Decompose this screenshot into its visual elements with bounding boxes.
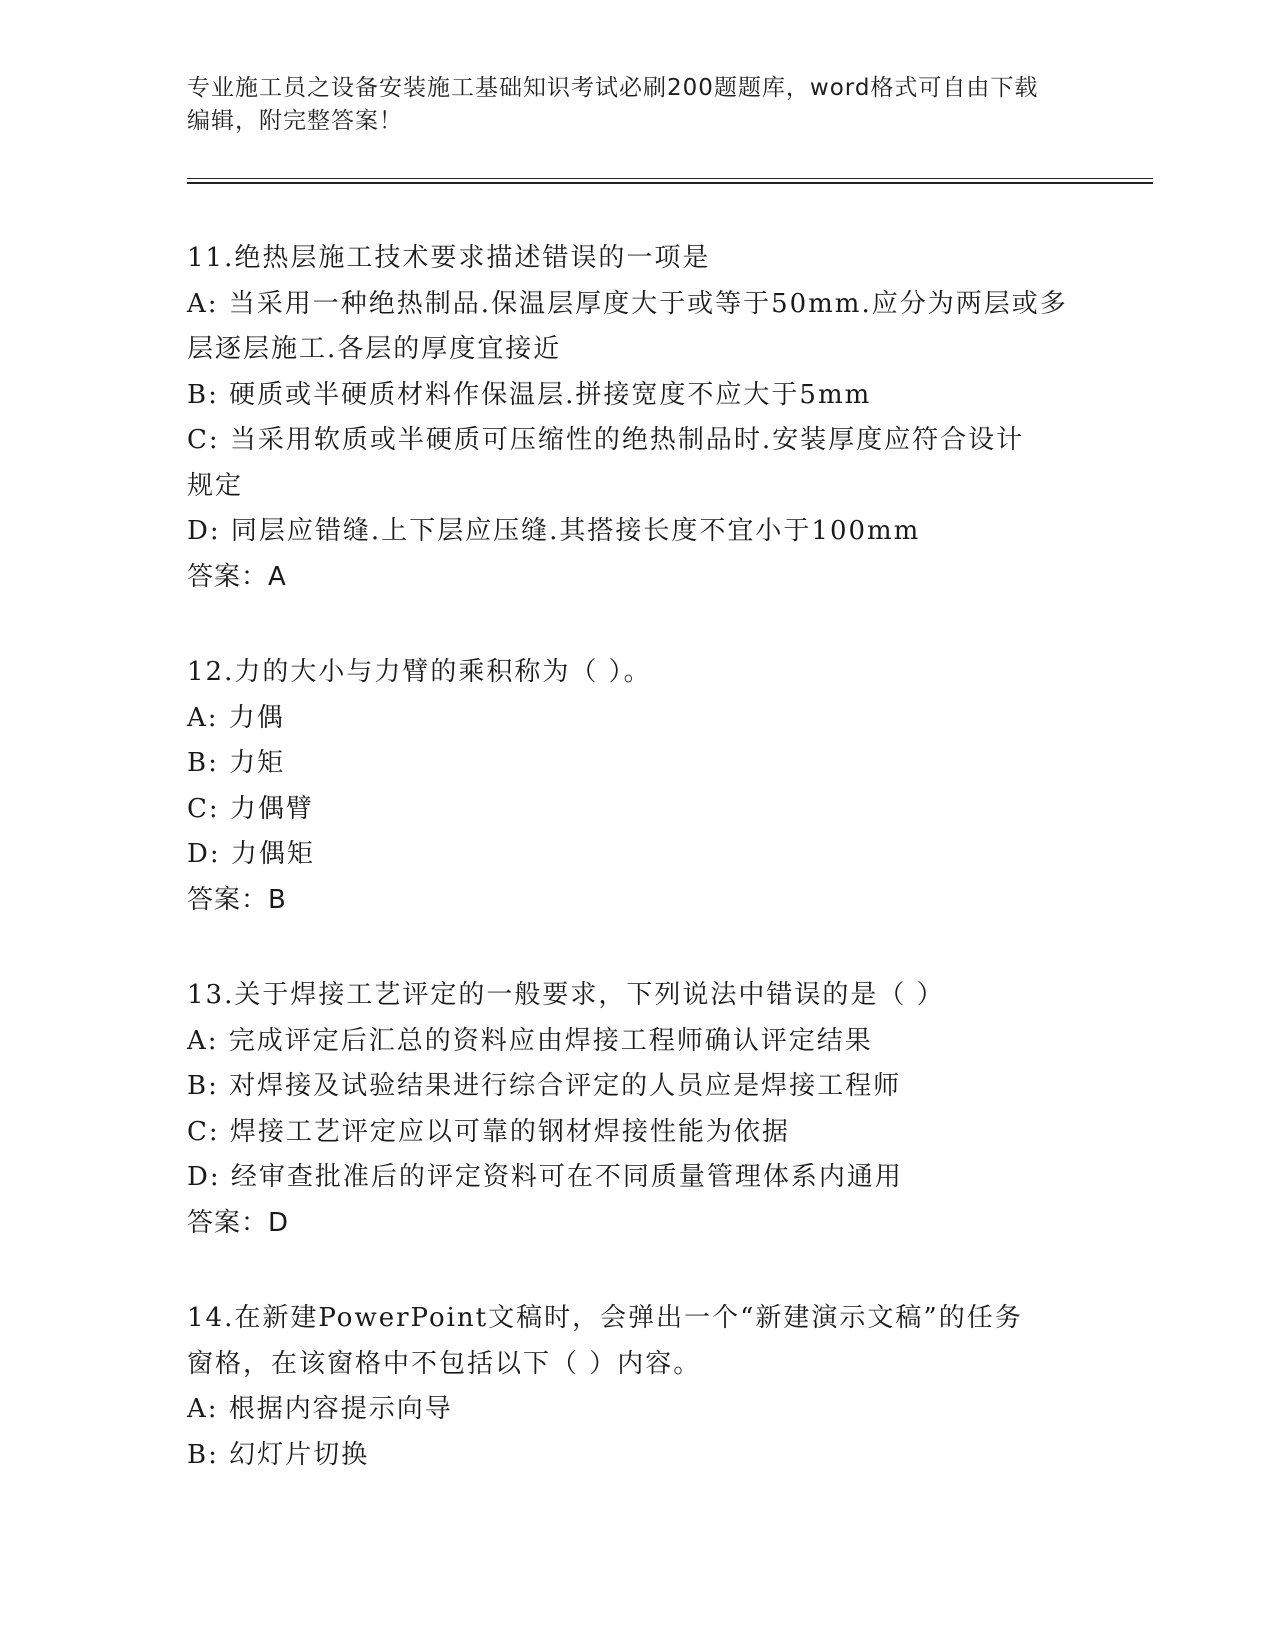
question-stem-line: 窗格，在该窗格中不包括以下（ ）内容。	[187, 1348, 702, 1379]
option-c: C: 焊接工艺评定应以可靠的钢材焊接性能为依据	[187, 1116, 790, 1147]
option-a: A: 完成评定后汇总的资料应由焊接工程师确认评定结果	[187, 1025, 873, 1056]
question-stem-line: 11.绝热层施工技术要求描述错误的一项是	[187, 243, 711, 273]
question-3	[187, 973, 1087, 1246]
question-4	[187, 1296, 1087, 1478]
answer-label: 答案：D	[187, 1207, 290, 1238]
answer-label: 答案：A	[187, 561, 287, 592]
option-a: A: 根据内容提示向导	[187, 1394, 453, 1424]
header-title-line-2: 编辑，附完整答案！	[187, 108, 403, 134]
document-header	[187, 72, 1087, 138]
option-b: B: 对焊接及试验结果进行综合评定的人员应是焊接工程师	[187, 1071, 902, 1101]
question-1	[187, 236, 1087, 600]
question-list	[187, 236, 1087, 1528]
option-d: D: 经审查批准后的评定资料可在不同质量管理体系内通用	[187, 1162, 903, 1192]
header-divider-top	[187, 178, 1153, 179]
option-b: B: 力矩	[187, 748, 286, 778]
question-stem-line: 13.关于焊接工艺评定的一般要求，下列说法中错误的是（ ）	[187, 980, 945, 1010]
option-b: B: 幻灯片切换	[187, 1439, 370, 1470]
option-a: A: 当采用一种绝热制品.保温层厚度大于或等于50mm.应分为两层或多	[187, 288, 1068, 319]
question-2	[187, 650, 1087, 923]
header-title-line-1: 专业施工员之设备安装施工基础知识考试必刷200题题库，word格式可自由下载	[187, 75, 1039, 101]
option-b: B: 硬质或半硬质材料作保温层.拼接宽度不应大于5mm	[187, 379, 872, 410]
option-c-continued: 规定	[187, 470, 244, 501]
question-stem-line: 12.力的大小与力臂的乘积称为（ ）。	[187, 657, 652, 687]
header-divider-bottom	[187, 182, 1153, 184]
option-d: D: 力偶矩	[187, 839, 315, 869]
question-stem-line: 14.在新建PowerPoint文稿时，会弹出一个“新建演示文稿”的任务	[187, 1303, 1023, 1333]
option-c: C: 当采用软质或半硬质可压缩性的绝热制品时.安装厚度应符合设计	[187, 425, 1025, 455]
option-a-continued: 层逐层施工.各层的厚度宜接近	[187, 334, 562, 364]
option-c: C: 力偶臂	[187, 793, 314, 824]
option-d: D: 同层应错缝.上下层应压缝.其搭接长度不宜小于100mm	[187, 516, 921, 546]
answer-label: 答案：B	[187, 884, 287, 915]
option-a: A: 力偶	[187, 702, 285, 733]
